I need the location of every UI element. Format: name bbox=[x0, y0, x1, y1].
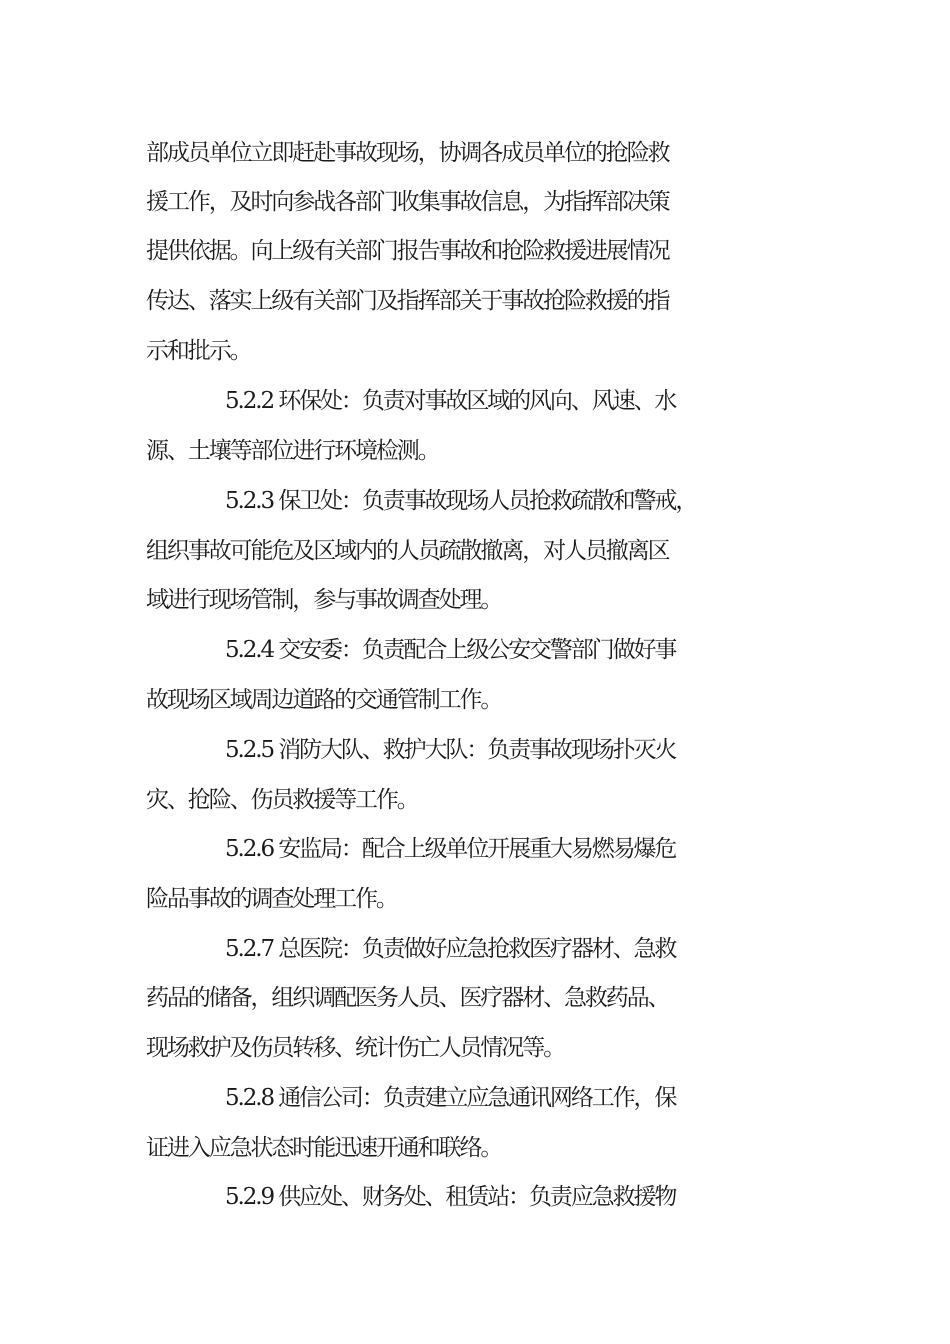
text-line: 现场救护及伤员转移、统计伤亡人员情况等。 bbox=[146, 1035, 565, 1061]
text-line: 证进入应急状态时能迅速开通和联络。 bbox=[146, 1135, 502, 1161]
text-line: 域进行现场管制，参与事故调查处理。 bbox=[146, 587, 502, 613]
section-5-2-8-line: 5.2.8 通信公司：负责建立应急通讯网络工作，保 bbox=[225, 1085, 676, 1111]
text-line: 故现场区域周边道路的交通管制工作。 bbox=[146, 687, 502, 713]
text-line: 灾、抢险、伤员救援等工作。 bbox=[146, 787, 418, 813]
section-5-2-7-line: 5.2.7 总医院：负责做好应急抢救医疗器材、急救 bbox=[225, 936, 676, 962]
text-line: 源、土壤等部位进行环境检测。 bbox=[146, 438, 439, 464]
text-line: 组织事故可能危及区域内的人员疏散撤离，对人员撤离区 bbox=[146, 538, 669, 564]
text-line: 药品的储备，组织调配医务人员、医疗器材、急救药品、 bbox=[146, 985, 669, 1011]
text-line: 险品事故的调查处理工作。 bbox=[146, 886, 397, 912]
text-line: 援工作，及时向参战各部门收集事故信息，为指挥部决策 bbox=[146, 189, 669, 215]
section-5-2-4-line: 5.2.4 交安委：负责配合上级公安交警部门做好事 bbox=[225, 637, 676, 663]
section-5-2-3-line: 5.2.3 保卫处：负责事故现场人员抢救疏散和警戒， bbox=[225, 488, 697, 514]
text-line: 传达、落实上级有关部门及指挥部关于事故抢险救援的指 bbox=[146, 288, 669, 314]
text-line: 提供依据。向上级有关部门报告事故和抢险救援进展情况 bbox=[146, 238, 669, 264]
section-5-2-2-line: 5.2.2 环保处：负责对事故区域的风向、风速、水 bbox=[225, 388, 676, 414]
section-5-2-6-line: 5.2.6 安监局：配合上级单位开展重大易燃易爆危 bbox=[225, 836, 676, 862]
section-5-2-5-line: 5.2.5 消防大队、救护大队：负责事故现场扑灭火 bbox=[225, 737, 676, 763]
text-line: 部成员单位立即赶赴事故现场，协调各成员单位的抢险救 bbox=[146, 140, 669, 166]
section-5-2-9-line: 5.2.9 供应处、财务处、租赁站：负责应急救援物 bbox=[225, 1184, 676, 1210]
text-line: 示和批示。 bbox=[146, 338, 251, 364]
